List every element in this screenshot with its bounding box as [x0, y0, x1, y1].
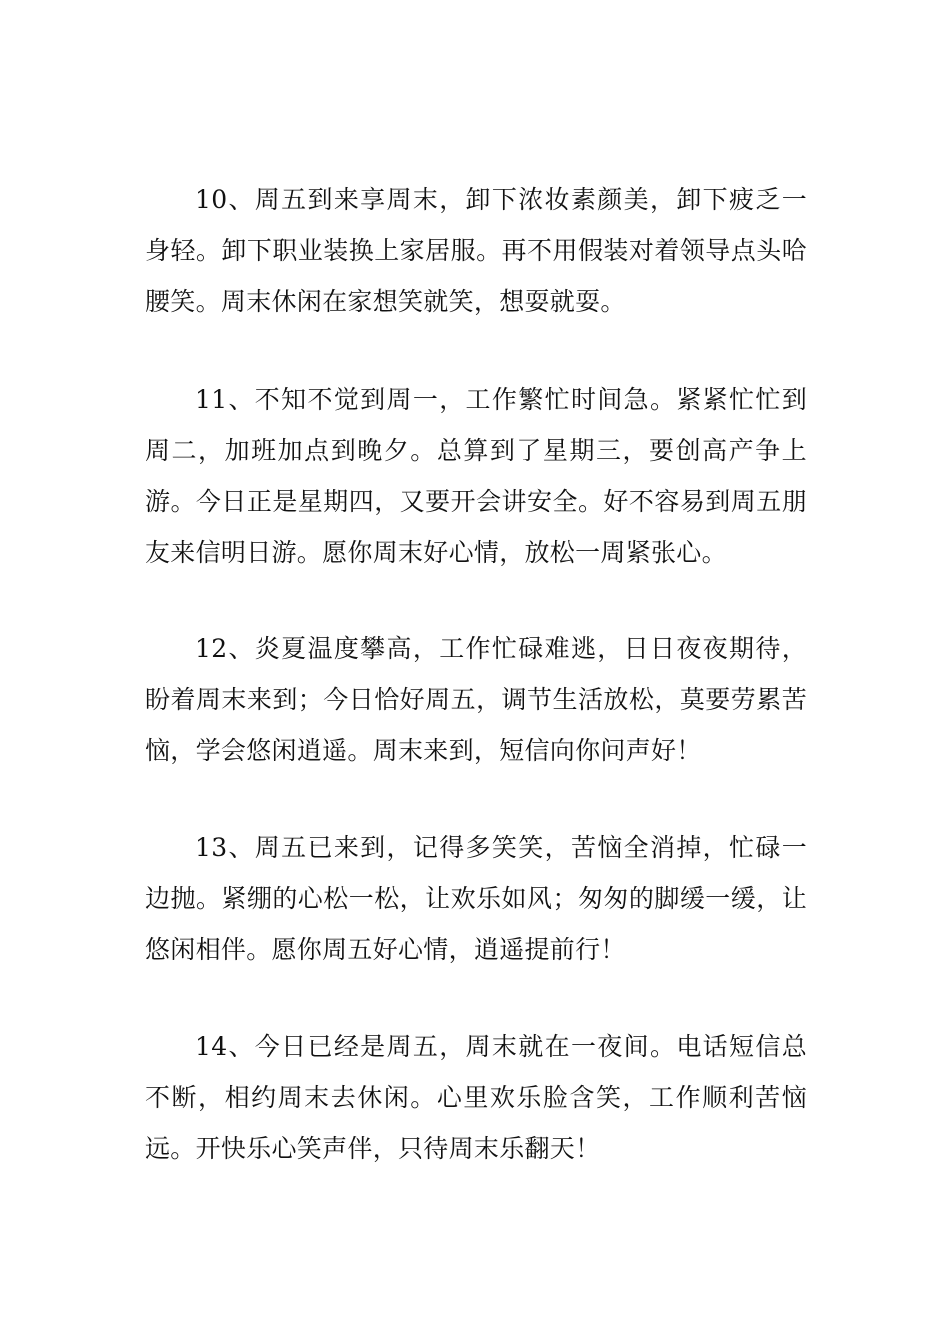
paragraph-12: 12、炎夏温度攀高，工作忙碌难逃，日日夜夜期待，盼着周末来到；今日恰好周五，调节生活放松，莫要劳累苦恼，学会悠闲逍遥。周末来到，短信向你问声好！ [145, 634, 807, 765]
paragraph-11: 11、不知不觉到周一，工作繁忙时间急。紧紧忙忙到周二，加班加点到晚夕。总算到了星期三，要创高产争上游。今日正是星期四，又要开会讲安全。好不容易到周五朋友来信明日游。愿你周末好心情，放松一周紧张心。 [145, 385, 807, 567]
paragraph-14: 14、今日已经是周五，周末就在一夜间。电话短信总不断，相约周末去休闲。心里欢乐脸含笑，工作顺利苦恼远。开快乐心笑声伴，只待周末乐翻天！ [145, 1032, 807, 1163]
paragraph-10: 10、周五到来享周末，卸下浓妆素颜美，卸下疲乏一身轻。卸下职业装换上家居服。再不用假装对着领导点头哈腰笑。周末休闲在家想笑就笑，想耍就耍。 [145, 185, 807, 316]
paragraph-13: 13、周五已来到，记得多笑笑，苦恼全消掉，忙碌一边抛。紧绷的心松一松，让欢乐如风；匆匆的脚缓一缓，让悠闲相伴。愿你周五好心情，逍遥提前行！ [145, 833, 807, 964]
